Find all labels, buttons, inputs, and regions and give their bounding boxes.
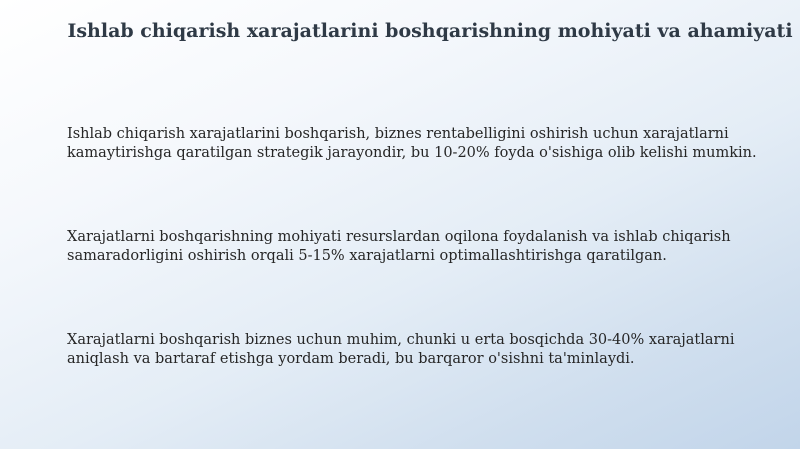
slide-paragraph-1: Ishlab chiqarish xarajatlarini boshqarish, biznes rentabelligini oshirish uchun xarajatlarni kamaytirishga qaratilgan strategik jarayondir, bu 10-20% foyda o'sishiga olib kelishi mumkin. [67, 126, 757, 161]
slide-paragraph-3: Xarajatlarni boshqarish biznes uchun muhim, chunki u erta bosqichda 30-40% xarajatlarni aniqlash va bartaraf etishga yordam beradi, bu barqaror o'sishni ta'minlaydi. [67, 332, 735, 367]
slide-paragraph-2: Xarajatlarni boshqarishning mohiyati resurslardan oqilona foydalanish va ishlab chiqarish samaradorligini oshirish orqali 5-15% xarajatlarni optimallashtirishga qaratilgan. [67, 229, 731, 264]
slide-title: Ishlab chiqarish xarajatlarini boshqarishning mohiyati va ahamiyati [67, 20, 793, 42]
